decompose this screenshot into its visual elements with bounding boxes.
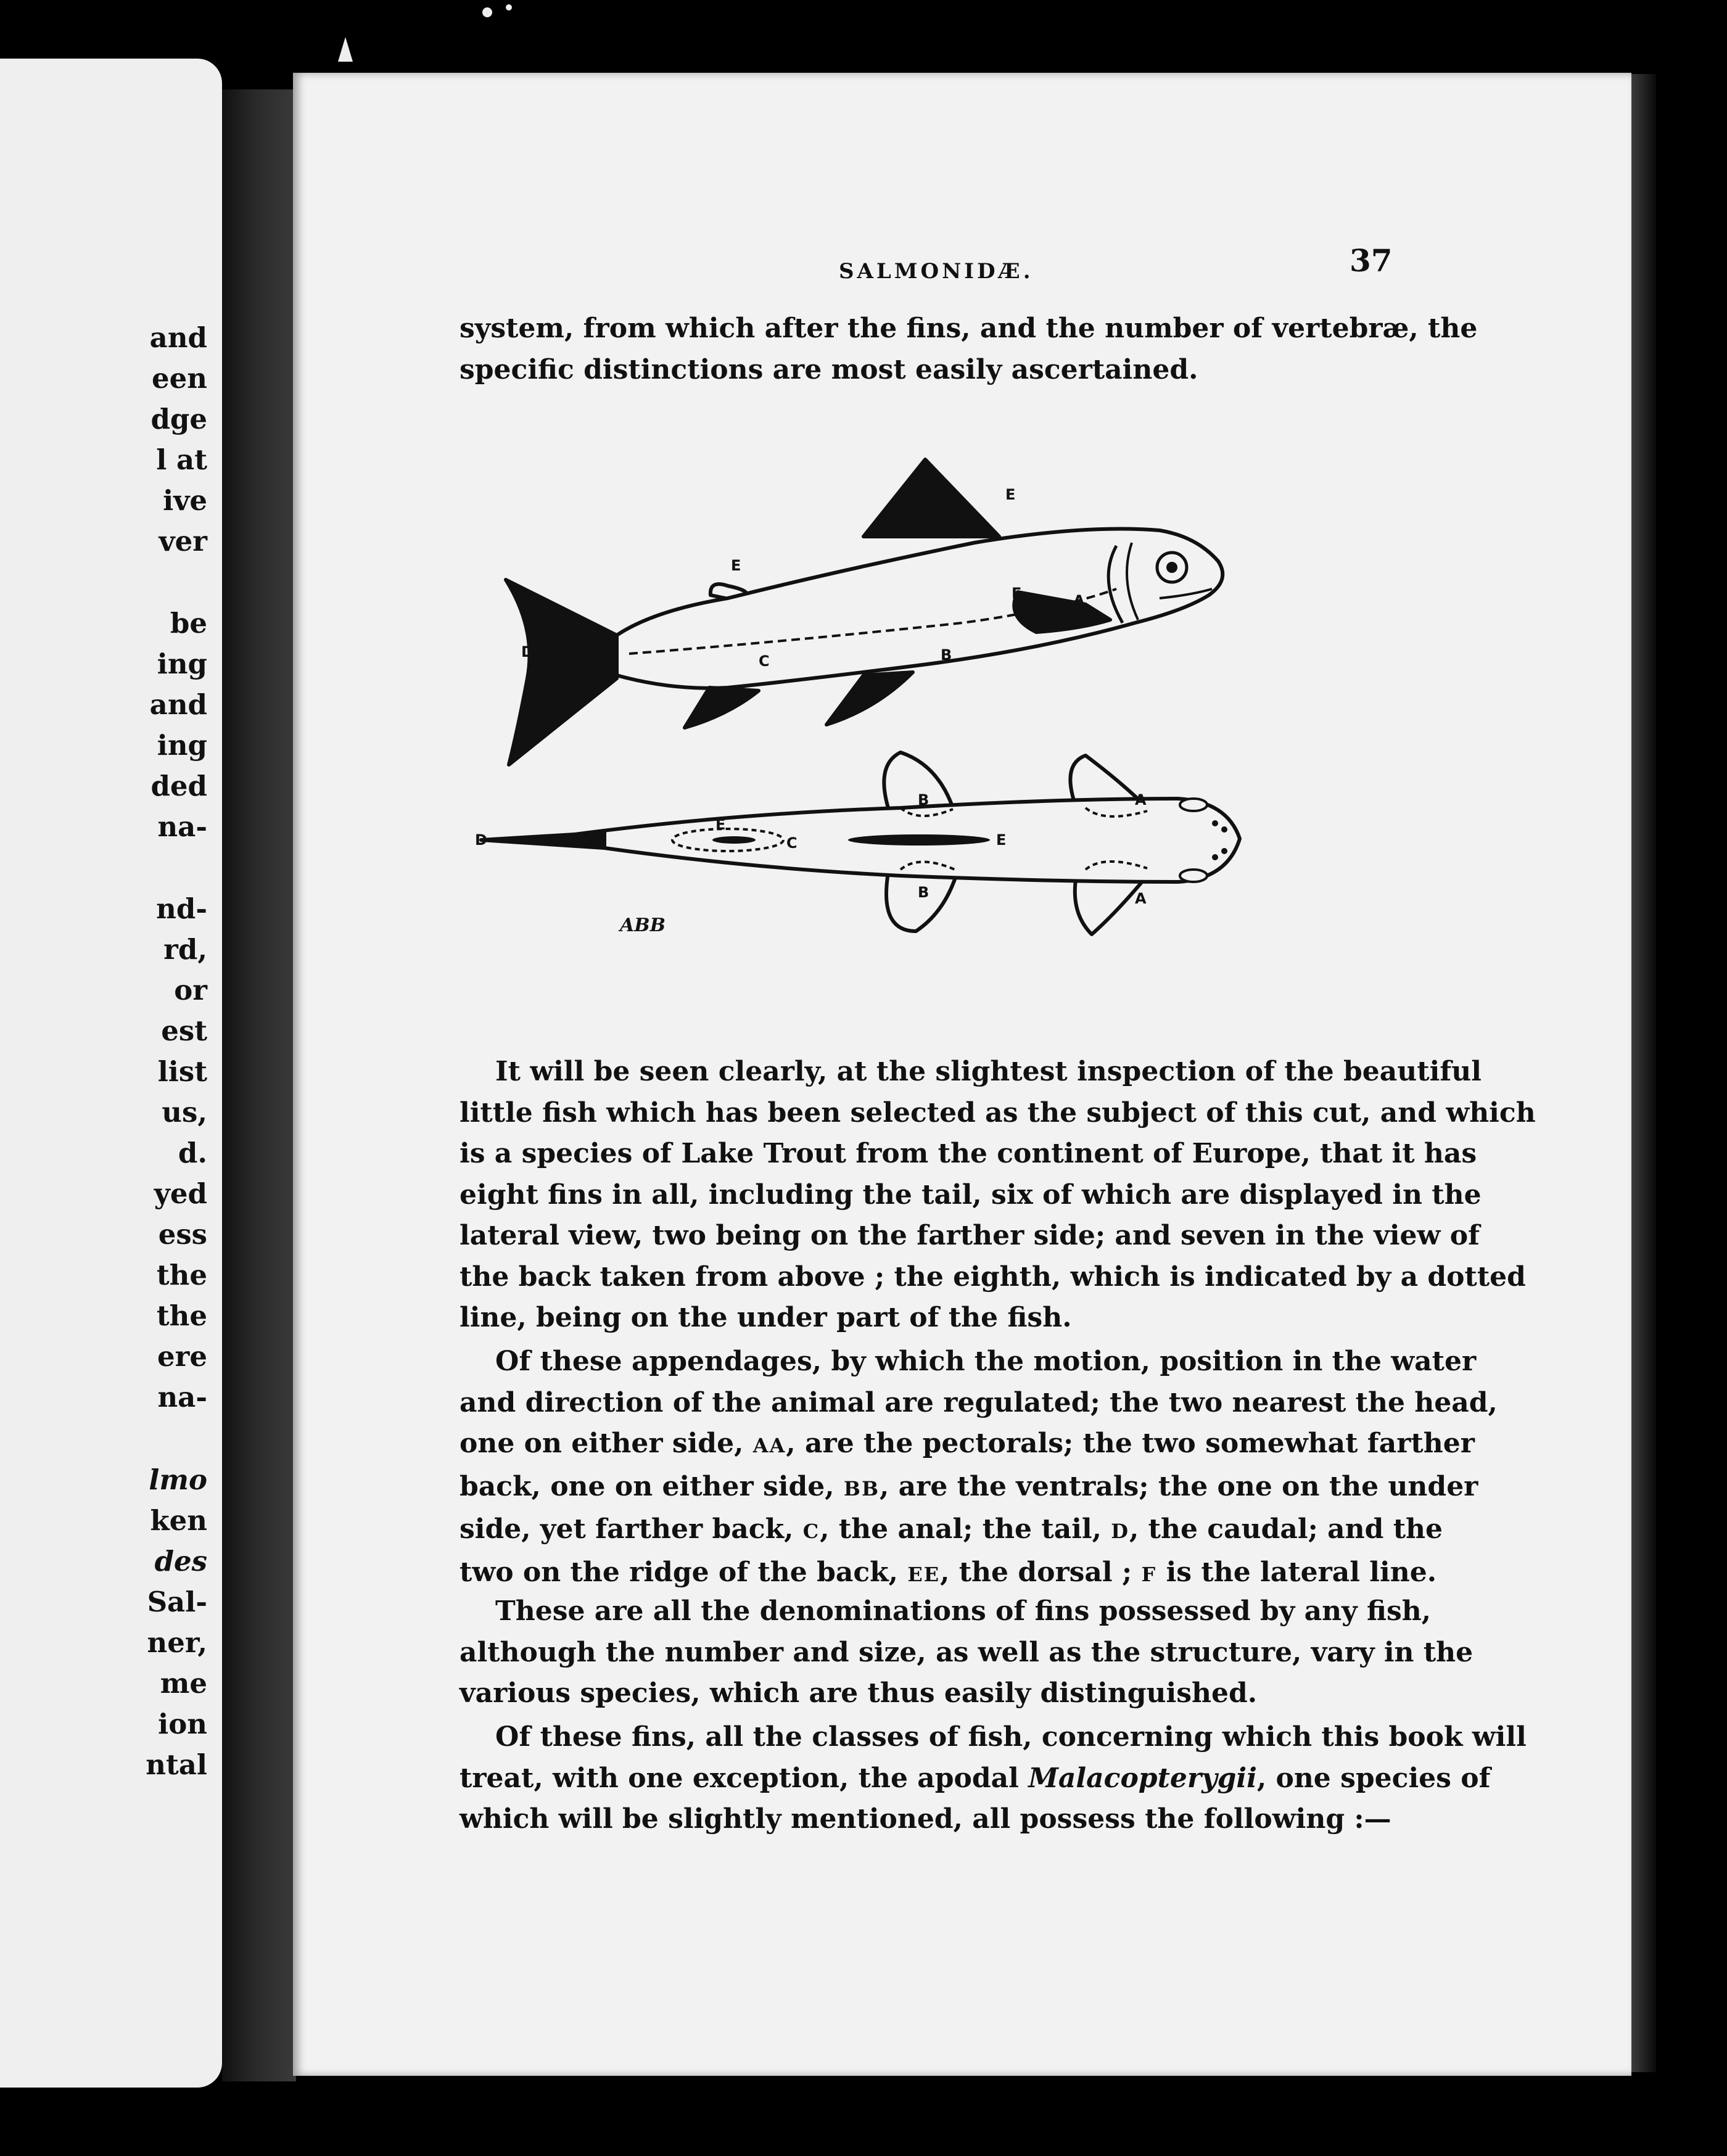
dorsal-fin-top [848, 834, 990, 846]
italic-term: Malacopterygii [1028, 1762, 1257, 1794]
left-fragment: l at [156, 443, 207, 476]
fin-code: BB [843, 1476, 880, 1500]
paragraph-1 [460, 1051, 1536, 1339]
text-line: These are all the denominations of fins possessed by any fish, [495, 1595, 1432, 1627]
page-edge-shadow [1631, 74, 1656, 2072]
text-span: one on either side, [460, 1428, 744, 1459]
text-span: treat, with one exception, the apodal [460, 1762, 1019, 1794]
engraver-signature: ABB [620, 915, 666, 936]
text-line: Of these fins, all the classes of fish, concerning which this book will [495, 1721, 1527, 1753]
label-d: D [521, 643, 534, 660]
left-fragment: een [152, 362, 207, 395]
text-line: although the number and size, as well as the structure, vary in the [460, 1636, 1474, 1668]
fin-code: EE [907, 1562, 941, 1586]
paragraph-4 [460, 1717, 1527, 1840]
left-fragment: and [149, 321, 207, 354]
fin-code: D [1111, 1520, 1130, 1543]
label-d-top: D [475, 831, 487, 849]
left-fragment: d. [178, 1137, 207, 1169]
text-span: back, one on either side, [460, 1470, 835, 1502]
left-fragment: ess [158, 1218, 207, 1251]
fin-code: C [802, 1520, 820, 1543]
text-span: side, yet farther back, [460, 1513, 794, 1545]
text-span: two on the ridge of the back, [460, 1556, 898, 1588]
text-span: is the lateral line. [1166, 1556, 1437, 1588]
left-fragment: the [156, 1299, 207, 1332]
left-fragment: yed [154, 1177, 207, 1210]
left-fragment: na- [157, 1381, 207, 1413]
running-head: SALMONIDÆ. [839, 259, 1034, 284]
label-b-upper: B [918, 791, 929, 808]
left-fragment: dge [150, 403, 207, 435]
left-fragment: est [161, 1014, 207, 1047]
anal-fin [685, 688, 759, 728]
left-fragment: nd- [156, 892, 207, 925]
fish-figure [469, 444, 1369, 1011]
text-line: It will be seen clearly, at the slightest inspection of the beautiful [495, 1056, 1482, 1087]
paragraph-3 [460, 1591, 1474, 1714]
text-line: eight fins in all, including the tail, six of which are displayed in the [460, 1179, 1482, 1211]
left-fragment: the [156, 1259, 207, 1291]
book-gutter [222, 89, 296, 2081]
left-fragment: ner, [147, 1626, 207, 1659]
label-e-dorsal: E [1005, 486, 1016, 503]
label-b: B [941, 646, 952, 664]
text-span: , one species of [1256, 1762, 1491, 1794]
label-e-top: E [715, 816, 726, 833]
left-fragment: or [174, 974, 207, 1006]
dorsal-tail [481, 833, 604, 848]
text-line: Of these appendages, by which the motion, position in the water [495, 1346, 1477, 1377]
label-a-lower: A [1135, 890, 1147, 907]
label-e-dorsal-top: E [996, 831, 1007, 849]
dorsal-eye-bottom [1180, 870, 1207, 882]
left-fragment: na- [157, 810, 207, 843]
text-line [460, 1552, 1437, 1595]
left-fragment: rd, [163, 933, 207, 966]
left-fragment: des [154, 1545, 207, 1578]
left-fragment: be [170, 607, 207, 640]
left-fragment: ver [159, 525, 207, 558]
text-line: little fish which has been selected as the subject of this cut, and which [460, 1097, 1536, 1129]
lateral-view [506, 459, 1222, 765]
left-fragment: list [157, 1055, 207, 1088]
paragraph-2 [460, 1341, 1498, 1595]
text-line [460, 1509, 1443, 1552]
left-fragment: Sal- [147, 1586, 207, 1618]
left-fragment: ere [157, 1340, 207, 1373]
text-line: various species, which are thus easily distinguished. [460, 1677, 1258, 1709]
lateral-body [617, 529, 1222, 688]
left-fragment: ing [157, 648, 207, 680]
dorsal-view [481, 752, 1240, 934]
left-fragment: ive [163, 484, 207, 517]
left-fragment: ded [150, 770, 207, 802]
text-span: , the caudal; and the [1129, 1513, 1443, 1545]
left-fragment: ntal [146, 1748, 207, 1781]
left-fragment: me [160, 1667, 207, 1700]
text-line: and direction of the animal are regulated; the two nearest the head, [460, 1386, 1498, 1418]
left-fragment: lmo [149, 1463, 207, 1496]
text-line: which will be slightly mentioned, all possess the following :— [460, 1803, 1391, 1835]
dorsal-eye-top [1180, 799, 1207, 811]
label-b-lower: B [918, 884, 929, 901]
intro-text [460, 308, 1478, 390]
left-fragment: ken [150, 1504, 207, 1537]
label-c-top: C [786, 834, 798, 852]
left-fragment: ing [157, 729, 207, 762]
fish-illustration [469, 444, 1369, 1011]
fin-code: AA [752, 1434, 786, 1457]
caudal-fin [506, 580, 617, 765]
text-line: lateral view, two being on the farther side; and seven in the view of [460, 1220, 1480, 1251]
left-fragment: and [149, 688, 207, 721]
ventral-fin-bottom [886, 873, 956, 931]
fin-code: F [1141, 1562, 1157, 1586]
text-span: , the anal; the tail, [820, 1513, 1102, 1545]
previous-page-edge [0, 59, 222, 2088]
text-span: , are the pectorals; the two somewhat farther [786, 1428, 1475, 1459]
text-line [460, 1423, 1475, 1467]
text-span: , the dorsal ; [940, 1556, 1132, 1588]
text-line: system, from which after the fins, and the number of vertebræ, the [460, 313, 1478, 344]
dorsal-fin [864, 459, 999, 537]
ventral-fin [826, 672, 913, 725]
label-c: C [759, 652, 770, 670]
text-line [460, 1467, 1478, 1510]
scan-specks [333, 0, 580, 62]
text-span: , are the ventrals; the one on the under [880, 1470, 1478, 1502]
text-line: specific distinctions are most easily ascertained. [460, 353, 1198, 385]
left-fragment: us, [162, 1096, 207, 1129]
label-a: A [1073, 592, 1085, 609]
label-f: F [1012, 585, 1022, 602]
page-number: 37 [1350, 242, 1393, 279]
left-fragment: ion [158, 1708, 207, 1740]
text-line: the back taken from above ; the eighth, which is indicated by a dotted [460, 1261, 1526, 1293]
text-line: is a species of Lake Trout from the continent of Europe, that it has [460, 1138, 1477, 1169]
label-e-adipose: E [731, 557, 741, 574]
text-line: line, being on the under part of the fish. [460, 1302, 1072, 1333]
label-a-upper: A [1135, 791, 1147, 808]
text-line [460, 1758, 1491, 1800]
